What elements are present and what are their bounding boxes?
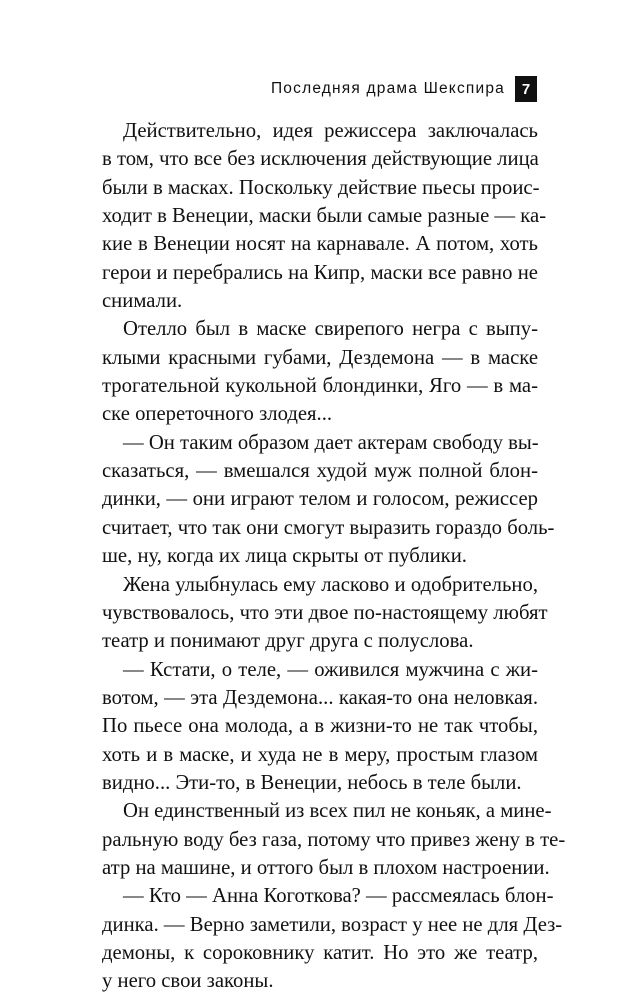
text-line: атр на машине, и оттого был в плохом настроении. (102, 856, 550, 879)
text-line: считает, что так они смогут выразить гораздо боль- (102, 516, 555, 539)
text-line: ске опереточного злодея... (102, 403, 333, 426)
text-line: сказаться, — вмешался худой муж полной блон- (102, 460, 538, 483)
text-line: динка. — Верно заметили, возраст у нее не для Дез- (102, 913, 563, 936)
text-line: — Он таким образом дает актерам свободу вы- (123, 431, 539, 454)
paragraph (102, 117, 547, 315)
paragraph (102, 571, 548, 656)
page-body (102, 117, 566, 996)
text-line: ральную воду без газа, потому что привез жену в те- (102, 828, 566, 851)
text-line: театр и понимают друг друга с полуслова. (102, 630, 474, 653)
running-title: Последняя драма Шекспира (270, 80, 505, 97)
text-line: видно... Эти-то, в Венеции, небось в теле были. (102, 771, 522, 794)
text-line: у него свои законы. (102, 970, 274, 993)
text-line: герои и перебрались на Кипр, маски все равно не (102, 261, 538, 284)
text-line: снимали. (102, 290, 183, 313)
text-line: демоны, к сороковнику катит. Но это же театр, (102, 941, 538, 964)
paragraph (102, 882, 563, 995)
text-line: Действительно, идея режиссера заключалась (123, 120, 538, 142)
text-line: были в масках. Поскольку действие пьесы проис- (102, 176, 540, 199)
text-line: ходит в Венеции, маски были самые разные — ка- (102, 205, 547, 228)
text-line: клыми красными губами, Дездемона — в маске (102, 346, 538, 369)
paragraph (102, 315, 538, 428)
text-line: динки, — они играют телом и голосом, режиссер (102, 488, 538, 511)
text-line: чувствовалось, что эти двое по-настоящему любят (102, 601, 548, 624)
paragraph (102, 429, 555, 571)
text-line: — Кто — Анна Коготкова? — рассмеялась блон- (123, 885, 554, 908)
text-line: — Кстати, о теле, — оживился мужчина с жи- (123, 658, 538, 681)
paragraph (102, 797, 566, 882)
text-line: вотом, — эта Дездемона... какая-то она неловкая. (102, 686, 538, 709)
text-line: трогательной кукольной блондинки, Яго — в ма- (102, 375, 538, 398)
text-line: в том, что все без исключения действующие лица (102, 148, 539, 171)
paragraph (102, 656, 538, 798)
text-line: хоть и в маске, и худа не в меру, простым глазом (102, 743, 538, 766)
text-line: кие в Венеции носят на карнавале. А потом, хоть (102, 233, 538, 256)
text-line: По пьесе она молода, а в жизни-то не так чтобы, (102, 715, 538, 738)
text-line: Он единственный из всех пил не коньяк, а мине- (123, 800, 552, 823)
text-line: ше, ну, когда их лица скрыты от публики. (102, 545, 467, 568)
page-header (0, 76, 537, 102)
text-line: Отелло был в маске свирепого негра с выпу- (123, 318, 538, 341)
page-number: 7 (515, 76, 537, 102)
text-line: Жена улыбнулась ему ласково и одобрительно, (123, 573, 538, 596)
